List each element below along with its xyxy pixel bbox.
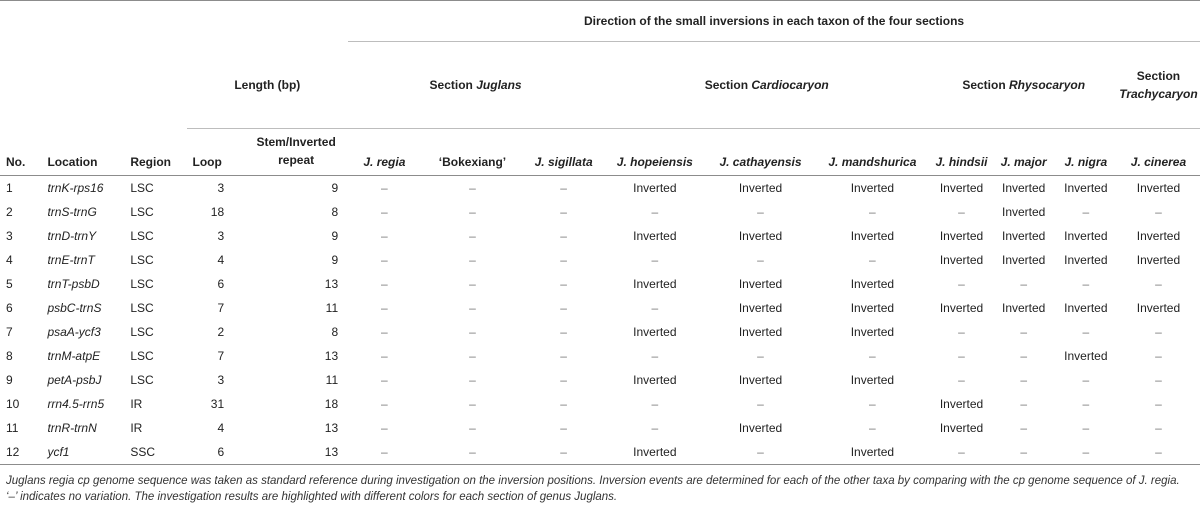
cell-taxon-direction: – — [1020, 325, 1028, 339]
cell-taxon-direction: – — [560, 373, 567, 387]
cell-taxon-direction: Inverted — [850, 229, 895, 243]
cell-taxon-direction: Inverted — [738, 229, 783, 243]
cell-taxon-direction: – — [381, 445, 388, 459]
cell-taxon-direction: – — [381, 373, 388, 387]
cell-taxon-direction: – — [469, 229, 476, 243]
cell-stem: 13 — [324, 421, 339, 435]
cell-region: LSC — [130, 181, 154, 195]
cell-taxon-direction: – — [469, 277, 476, 291]
cell-taxon-direction: – — [1020, 373, 1028, 387]
section-cardiocaryon-name: Cardiocaryon — [751, 78, 829, 92]
cell-stem: 11 — [325, 301, 339, 315]
cell-taxon-direction: – — [1155, 349, 1162, 363]
cell-region: IR — [130, 421, 143, 435]
cell-taxon-direction: – — [381, 277, 388, 291]
cell-taxon-direction: Inverted — [939, 397, 984, 411]
cell-taxon-direction: – — [381, 325, 388, 339]
section-cardiocaryon-header — [603, 42, 930, 129]
cell-taxon-direction: Inverted — [738, 301, 783, 315]
table-row — [0, 224, 1200, 248]
cell-loop: 4 — [217, 253, 225, 267]
col-location: Location — [41, 129, 124, 176]
cell-taxon-direction: Inverted — [1002, 253, 1046, 267]
cell-loop: 3 — [217, 229, 225, 243]
cell-loop: 4 — [217, 421, 225, 435]
section-trachycaryon-name: Trachycaryon — [1119, 87, 1198, 101]
col-taxon: J. mandshurica — [814, 129, 930, 176]
col-taxon: J. nigra — [1055, 129, 1117, 176]
col-taxon: J. hopeiensis — [603, 129, 707, 176]
table-row — [0, 416, 1200, 440]
cell-taxon-direction: – — [651, 421, 659, 435]
cell-location: trnD-trnY — [47, 229, 97, 243]
col-stem — [234, 129, 348, 176]
cell-taxon-direction: – — [1082, 445, 1090, 459]
cell-no: 12 — [6, 445, 20, 459]
cell-loop: 6 — [217, 445, 225, 459]
cell-taxon-direction: – — [1155, 373, 1162, 387]
cell-taxon-direction: Inverted — [633, 373, 677, 387]
cell-taxon-direction: Inverted — [738, 325, 783, 339]
cell-taxon-direction: Inverted — [1002, 229, 1046, 243]
section-rhysocaryon-header — [930, 42, 1117, 129]
table-row — [0, 440, 1200, 465]
cell-taxon-direction: Inverted — [939, 229, 984, 243]
cell-no: 10 — [6, 397, 20, 411]
cell-no: 7 — [6, 325, 13, 339]
cell-taxon-direction: – — [381, 397, 388, 411]
col-loop: Loop — [187, 129, 235, 176]
section-rhysocaryon-name: Rhysocaryon — [1009, 78, 1086, 92]
section-juglans-header — [348, 42, 603, 129]
cell-taxon-direction: – — [1155, 277, 1162, 291]
cell-taxon-direction: Inverted — [633, 229, 677, 243]
cell-taxon-direction: Inverted — [850, 277, 895, 291]
cell-taxon-direction: – — [1155, 397, 1162, 411]
cell-stem: 9 — [331, 229, 339, 243]
cell-stem: 9 — [331, 181, 339, 195]
cell-taxon-direction: – — [757, 253, 764, 267]
cell-region: LSC — [130, 277, 154, 291]
cell-taxon-direction: – — [1082, 373, 1090, 387]
cell-loop: 31 — [210, 397, 225, 411]
cell-loop: 7 — [217, 301, 225, 315]
cell-taxon-direction: – — [560, 397, 567, 411]
cell-taxon-direction: Inverted — [633, 181, 677, 195]
cell-taxon-direction: – — [1155, 205, 1162, 219]
cell-taxon-direction: – — [560, 325, 567, 339]
cell-taxon-direction: – — [381, 229, 388, 243]
cell-taxon-direction: – — [381, 421, 388, 435]
table-title: Direction of the small inversions in each taxon of the four sections — [348, 1, 1200, 42]
section-label: Section — [1136, 69, 1181, 83]
cell-region: SSC — [130, 445, 156, 459]
cell-no: 8 — [6, 349, 13, 363]
cell-no: 2 — [6, 205, 13, 219]
cell-taxon-direction: Inverted — [1064, 181, 1108, 195]
cell-taxon-direction: – — [1082, 325, 1090, 339]
cell-taxon-direction: – — [757, 445, 764, 459]
cell-taxon-direction: – — [1020, 277, 1028, 291]
cell-taxon-direction: – — [958, 445, 965, 459]
cell-taxon-direction: – — [958, 349, 965, 363]
cell-taxon-direction: Inverted — [850, 325, 895, 339]
cell-taxon-direction: – — [1020, 445, 1028, 459]
cell-taxon-direction: Inverted — [939, 301, 984, 315]
cell-taxon-direction: Inverted — [1064, 253, 1108, 267]
col-taxon: J. major — [993, 129, 1055, 176]
cell-region: LSC — [130, 325, 154, 339]
cell-no: 9 — [6, 373, 13, 387]
cell-region: LSC — [130, 205, 154, 219]
cell-taxon-direction: Inverted — [1136, 229, 1181, 243]
table-row — [0, 368, 1200, 392]
cell-taxon-direction: – — [560, 205, 567, 219]
cell-location: trnM-atpE — [47, 349, 101, 363]
cell-taxon-direction: – — [469, 349, 476, 363]
cell-location: trnS-trnG — [47, 205, 97, 219]
cell-taxon-direction: – — [869, 397, 876, 411]
cell-location: ycf1 — [47, 445, 70, 459]
cell-taxon-direction: – — [381, 349, 388, 363]
cell-stem: 8 — [331, 205, 339, 219]
cell-taxon-direction: – — [651, 205, 659, 219]
col-taxon: J. regia — [348, 129, 421, 176]
cell-taxon-direction: – — [560, 181, 567, 195]
cell-taxon-direction: Inverted — [850, 181, 895, 195]
table-row — [0, 296, 1200, 320]
cell-loop: 2 — [217, 325, 225, 339]
cell-region: LSC — [130, 373, 154, 387]
col-taxon: J. sigillata — [524, 129, 603, 176]
cell-taxon-direction: – — [560, 301, 567, 315]
cell-no: 1 — [6, 181, 13, 195]
cell-taxon-direction: Inverted — [850, 445, 895, 459]
cell-taxon-direction: – — [869, 205, 876, 219]
cell-location: trnK-rps16 — [47, 181, 104, 195]
cell-taxon-direction: Inverted — [1064, 229, 1108, 243]
cell-loop: 7 — [217, 349, 225, 363]
cell-taxon-direction: – — [1082, 205, 1090, 219]
cell-location: trnE-trnT — [47, 253, 95, 267]
col-taxon: J. cinerea — [1117, 129, 1200, 176]
cell-taxon-direction: Inverted — [738, 373, 783, 387]
cell-taxon-direction: Inverted — [1064, 349, 1108, 363]
cell-taxon-direction: – — [469, 421, 476, 435]
cell-taxon-direction: Inverted — [850, 301, 895, 315]
cell-taxon-direction: Inverted — [633, 325, 677, 339]
cell-taxon-direction: Inverted — [939, 181, 984, 195]
cell-loop: 18 — [210, 205, 225, 219]
cell-taxon-direction: – — [560, 229, 567, 243]
cell-taxon-direction: – — [651, 397, 659, 411]
table-row — [0, 248, 1200, 272]
cell-taxon-direction: – — [757, 205, 764, 219]
cell-location: trnT-psbD — [47, 277, 100, 291]
section-trachycaryon-header — [1117, 42, 1200, 129]
table-row — [0, 272, 1200, 296]
cell-taxon-direction: – — [958, 373, 965, 387]
cell-stem: 13 — [324, 349, 339, 363]
col-taxon: ‘Bokexiang’ — [421, 129, 525, 176]
cell-taxon-direction: – — [869, 349, 876, 363]
table-row — [0, 344, 1200, 368]
cell-taxon-direction: Inverted — [1002, 301, 1046, 315]
cell-taxon-direction: – — [1155, 421, 1162, 435]
table-row — [0, 176, 1200, 201]
cell-taxon-direction: – — [381, 181, 388, 195]
cell-taxon-direction: – — [560, 421, 567, 435]
cell-region: LSC — [130, 349, 154, 363]
cell-loop: 3 — [217, 181, 225, 195]
cell-taxon-direction: – — [381, 205, 388, 219]
col-region: Region — [124, 129, 186, 176]
cell-loop: 6 — [217, 277, 225, 291]
cell-taxon-direction: Inverted — [939, 421, 984, 435]
col-taxon: J. cathayensis — [707, 129, 815, 176]
col-stem-label: Stem/Inverted repeat — [256, 135, 336, 167]
cell-stem: 9 — [331, 253, 339, 267]
cell-location: psaA-ycf3 — [47, 325, 101, 339]
cell-taxon-direction: – — [869, 253, 876, 267]
cell-taxon-direction: – — [651, 253, 659, 267]
cell-taxon-direction: Inverted — [1136, 253, 1181, 267]
cell-stem: 8 — [331, 325, 339, 339]
cell-no: 5 — [6, 277, 13, 291]
cell-taxon-direction: Inverted — [633, 445, 677, 459]
cell-taxon-direction: – — [469, 181, 476, 195]
section-label: Section — [962, 78, 1006, 92]
cell-taxon-direction: – — [469, 205, 476, 219]
cell-taxon-direction: – — [469, 325, 476, 339]
col-taxon: J. hindsii — [930, 129, 992, 176]
cell-region: LSC — [130, 229, 154, 243]
table-row — [0, 320, 1200, 344]
cell-taxon-direction: Inverted — [1002, 205, 1046, 219]
section-juglans-name: Juglans — [476, 78, 522, 92]
table-body — [0, 176, 1200, 465]
cell-taxon-direction: – — [469, 301, 476, 315]
cell-taxon-direction: – — [469, 445, 476, 459]
table-row — [0, 392, 1200, 416]
cell-taxon-direction: – — [869, 421, 876, 435]
cell-taxon-direction: Inverted — [738, 277, 783, 291]
cell-taxon-direction: – — [469, 373, 476, 387]
cell-stem: 18 — [324, 397, 339, 411]
cell-taxon-direction: – — [469, 397, 476, 411]
cell-location: petA-psbJ — [47, 373, 102, 387]
cell-no: 4 — [6, 253, 13, 267]
cell-taxon-direction: – — [757, 397, 764, 411]
cell-taxon-direction: – — [1020, 421, 1028, 435]
cell-no: 6 — [6, 301, 13, 315]
cell-loop: 3 — [217, 373, 225, 387]
cell-taxon-direction: – — [560, 445, 567, 459]
cell-taxon-direction: Inverted — [939, 253, 984, 267]
cell-taxon-direction: – — [958, 277, 965, 291]
cell-region: LSC — [130, 301, 154, 315]
cell-taxon-direction: Inverted — [850, 373, 895, 387]
length-header: Length (bp) — [187, 42, 349, 129]
cell-taxon-direction: Inverted — [738, 181, 783, 195]
cell-location: psbC-trnS — [47, 301, 102, 315]
section-label: Section — [429, 78, 473, 92]
cell-taxon-direction: – — [560, 277, 567, 291]
cell-taxon-direction: – — [1155, 445, 1162, 459]
cell-taxon-direction: Inverted — [1064, 301, 1108, 315]
cell-location: trnR-trnN — [47, 421, 97, 435]
cell-taxon-direction: – — [1020, 349, 1028, 363]
cell-taxon-direction: – — [1155, 325, 1162, 339]
cell-taxon-direction: – — [757, 349, 764, 363]
cell-stem: 13 — [324, 445, 339, 459]
cell-location: rrn4.5-rrn5 — [47, 397, 105, 411]
cell-taxon-direction: – — [560, 349, 567, 363]
cell-taxon-direction: – — [381, 253, 388, 267]
table-footnote: Juglans regia cp genome sequence was taken as standard reference during investigation on the inversion positions. Inversion events are determined for each of the other taxa by comparing with the cp genome sequence of J. regia. ‘–’ indicates no variation. The investigation results are highlighted with different colors for each section of genus Juglans. — [0, 465, 1200, 506]
cell-region: IR — [130, 397, 143, 411]
cell-taxon-direction: Inverted — [1136, 181, 1181, 195]
col-no: No. — [0, 129, 41, 176]
table-row — [0, 200, 1200, 224]
cell-taxon-direction: Inverted — [738, 421, 783, 435]
cell-taxon-direction: – — [1082, 277, 1090, 291]
cell-taxon-direction: – — [381, 301, 388, 315]
cell-taxon-direction: Inverted — [1002, 181, 1046, 195]
cell-taxon-direction: – — [958, 325, 965, 339]
section-label: Section — [704, 78, 749, 92]
cell-taxon-direction: – — [469, 253, 476, 267]
cell-taxon-direction: – — [651, 301, 659, 315]
cell-no: 11 — [6, 421, 19, 435]
cell-taxon-direction: – — [958, 205, 965, 219]
cell-taxon-direction: – — [1082, 421, 1090, 435]
cell-taxon-direction: – — [1082, 397, 1090, 411]
cell-taxon-direction: Inverted — [633, 277, 677, 291]
cell-taxon-direction: – — [1020, 397, 1028, 411]
cell-no: 3 — [6, 229, 13, 243]
cell-taxon-direction: – — [651, 349, 659, 363]
cell-taxon-direction: – — [560, 253, 567, 267]
cell-stem: 11 — [325, 373, 339, 387]
cell-region: LSC — [130, 253, 154, 267]
cell-taxon-direction: Inverted — [1136, 301, 1181, 315]
cell-stem: 13 — [324, 277, 339, 291]
